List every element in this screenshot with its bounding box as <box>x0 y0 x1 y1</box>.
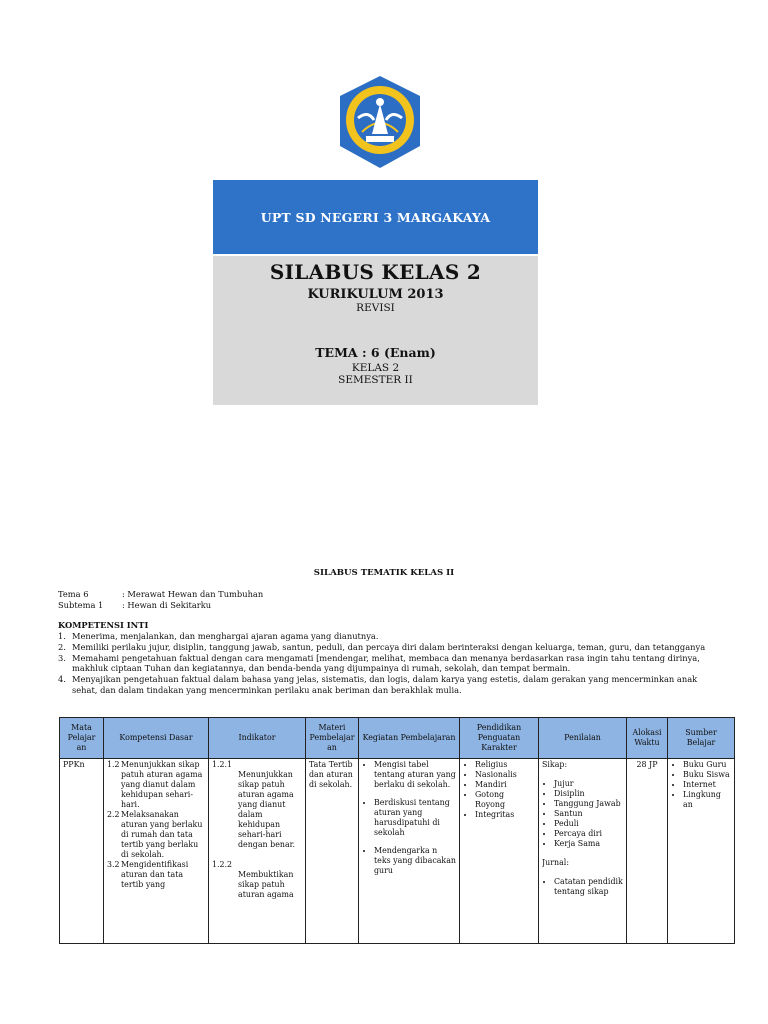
header-materi: Materi Pembelajar an <box>306 718 359 759</box>
cell-penilaian <box>539 759 627 944</box>
list-item: • Mengisi tabel tentang aturan yang berlaku di sekolah. <box>374 760 456 790</box>
tema-line <box>58 589 263 600</box>
list-item: • Jujur <box>554 779 623 789</box>
header-indikator: Indikator <box>209 718 306 759</box>
list-item: • Catatan pendidik tentang sikap <box>554 877 623 897</box>
header-karakter: Pendidikan Penguatan Karakter <box>460 718 539 759</box>
list-item: 1.2.1 Menunjukkan sikap patuh aturan agama yang dianut dalam kehidupan sehari-hari dengan benar. <box>212 760 296 849</box>
header-kegiatan: Kegiatan Pembelajaran <box>359 718 460 759</box>
header-penilaian: Penilaian <box>539 718 627 759</box>
list-item: • Mandiri <box>475 780 535 790</box>
list-item: • Tanggung Jawab <box>554 799 623 809</box>
cell-kompetensi-dasar <box>104 759 209 944</box>
list-item: • Lingkung an <box>683 790 731 810</box>
theme-label: TEMA : 6 (Enam) <box>315 345 436 360</box>
syllabus-title: SILABUS KELAS 2 <box>269 260 482 284</box>
syllabus-table <box>59 717 735 944</box>
cell-indikator <box>209 759 306 944</box>
list-item: • Religius <box>475 760 535 770</box>
cell-kegiatan <box>359 759 460 944</box>
list-item: • Internet <box>683 780 731 790</box>
header-mata-pelajaran: Mata Pelajar an <box>60 718 104 759</box>
cover-block <box>213 180 538 405</box>
header-sumber: Sumber Belajar <box>668 718 735 759</box>
list-item: • Disiplin <box>554 789 623 799</box>
kompetensi-inti-list <box>58 631 718 696</box>
curriculum-label: KURIKULUM 2013 <box>307 287 444 302</box>
cell-alokasi: 28 JP <box>627 759 668 944</box>
list-item: • Gotong Royong <box>475 790 535 810</box>
header-alokasi: Alokasi Waktu <box>627 718 668 759</box>
list-item: 2.2 Melaksanakan aturan yang berlaku di rumah dan tata tertib yang berlaku di sekolah. <box>107 810 203 859</box>
list-item: 2. Memiliki perilaku jujur, disiplin, tanggung jawab, santun, peduli, dan percaya diri dalam berinteraksi dengan keluarga, teman, guru, dan tetangganya <box>58 641 706 652</box>
subtema-value: : Hewan di Sekitarku <box>122 600 212 610</box>
cell-sumber <box>668 759 735 944</box>
list-item: • Nasionalis <box>475 770 535 780</box>
cell-karakter <box>460 759 539 944</box>
list-item: • Santun <box>554 809 623 819</box>
jurnal-label: Jurnal: <box>542 858 569 867</box>
grade-label: KELAS 2 <box>351 362 400 374</box>
table-row <box>60 759 735 944</box>
list-item: 1.2.2 Membuktikan sikap patuh aturan agama <box>212 860 294 899</box>
tema-label: Tema 6 <box>58 589 89 599</box>
title-panel <box>213 256 538 405</box>
cell-materi: Tata Tertib dan aturan di sekolah. <box>306 759 359 944</box>
list-item: • Integritas <box>475 810 535 820</box>
table-header-row <box>60 718 735 759</box>
list-item: 1.2 Menunjukkan sikap patuh aturan agama yang dianut dalam kehidupan sehari-hari. <box>107 760 203 809</box>
cell-subject: PPKn <box>60 759 104 944</box>
list-item: 3.2 Mengidentifikasi aturan dan tata tertib yang <box>107 860 189 889</box>
list-item: • Kerja Sama <box>554 839 623 849</box>
kompetensi-inti-heading: KOMPETENSI INTI <box>58 620 149 630</box>
school-banner <box>213 180 538 254</box>
list-item: 3. Memahami pengetahuan faktual dengan cara mengamati [mendengar, melihat, membaca dan menanya berdasarkan rasa ingin tahu tentang dirinya, makhluk ciptaan Tuhan dan kegiatannya, dan benda-benda yang dijumpainya di rumah, sekolah, dan tempat bermain. <box>58 652 700 674</box>
list-item: 1. Menerima, menjalankan, dan menghargai ajaran agama yang dianutnya. <box>58 631 379 641</box>
revision-label: REVISI <box>356 302 395 314</box>
list-item: • Percaya diri <box>554 829 623 839</box>
sikap-label: Sikap: <box>542 760 568 769</box>
document-title: SILABUS TEMATIK KELAS II <box>313 568 455 578</box>
subtema-label: Subtema 1 <box>58 600 104 610</box>
header-kompetensi-dasar: Kompetensi Dasar <box>104 718 209 759</box>
list-item: • Buku Guru <box>683 760 731 770</box>
list-item: • Peduli <box>554 819 623 829</box>
list-item: 4. Menyajikan pengetahuan faktual dalam bahasa yang jelas, sistematis, dan logis, dalam karya yang estetis, dalam gerakan yang mencerminkan anak sehat, dan dalam tindakan yang mencerminkan perilaku anak beriman dan berakhlak mulia. <box>58 674 698 695</box>
list-item: • Buku Siswa <box>683 770 731 780</box>
list-item: • Berdiskusi tentang aturan yang harusdipatuhi di sekolah <box>374 798 456 838</box>
subtema-line <box>58 600 211 611</box>
tema-value: : Merawat Hewan dan Tumbuhan <box>122 589 264 599</box>
tut-wuri-handayani-logo-icon <box>332 74 428 170</box>
school-name: UPT SD NEGERI 3 MARGAKAYA <box>260 209 491 225</box>
list-item: • Mendengarka n teks yang dibacakan guru <box>374 846 456 876</box>
semester-label: SEMESTER II <box>338 374 413 386</box>
